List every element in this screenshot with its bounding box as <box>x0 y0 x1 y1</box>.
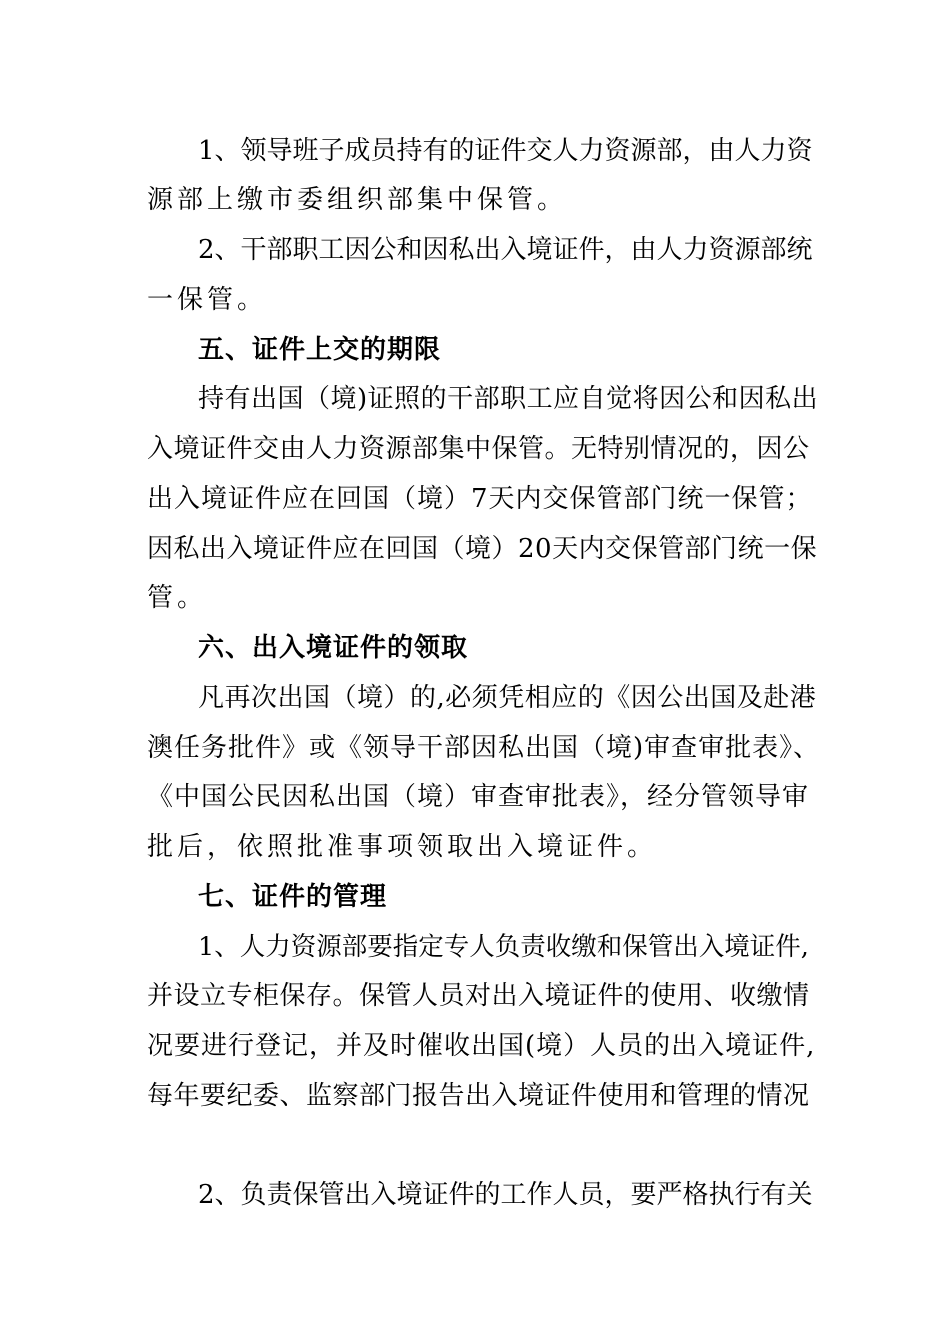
paragraph-line: 源部上缴市委组织部集中保管。 <box>147 185 568 215</box>
section-heading: 七、证件的管理 <box>198 882 388 912</box>
paragraph-line: 澳任务批件》或《领导干部因私出国（境)审查审批表》、 <box>147 733 821 763</box>
paragraph-line: 2、干部职工因公和因私出入境证件，由人力资源部统 <box>198 235 813 265</box>
paragraph-line: 出入境证件应在回国（境）7天内交保管部门统一保管； <box>147 484 813 514</box>
paragraph-line: 况要进行登记，并及时催收出国(境）人员的出入境证件, <box>147 1031 816 1061</box>
section-heading: 六、出入境证件的领取 <box>198 633 469 663</box>
section-heading: 五、证件上交的期限 <box>198 335 442 365</box>
paragraph-line: 凡再次出国（境）的,必须凭相应的《因公出国及赴港 <box>198 683 817 713</box>
paragraph-line: 入境证件交由人力资源部集中保管。无特别情况的，因公 <box>147 434 810 464</box>
paragraph-line: 一保管。 <box>147 285 268 315</box>
paragraph-line: 2、负责保管出入境证件的工作人员，要严格执行有关 <box>198 1180 813 1210</box>
paragraph-line: 1、人力资源部要指定专人负责收缴和保管出入境证件, <box>198 932 809 962</box>
paragraph-line: 每年要纪委、监察部门报告出入境证件使用和管理的情况 <box>147 1081 810 1111</box>
paragraph-line: 管。 <box>147 583 208 613</box>
paragraph-line: 《中国公民因私出国（境）审查审批表》，经分管领导审 <box>147 782 810 812</box>
paragraph-line: 1、领导班子成员持有的证件交人力资源部，由人力资 <box>198 136 813 166</box>
paragraph-line: 并设立专柜保存。保管人员对出入境证件的使用、收缴情 <box>147 981 810 1011</box>
paragraph-line: 持有出国（境)证照的干部职工应自觉将因公和因私出 <box>198 384 819 414</box>
paragraph-line: 因私出入境证件应在回国（境）20天内交保管部门统一保 <box>147 534 818 564</box>
paragraph-line: 批后，依照批准事项领取出入境证件。 <box>147 832 658 862</box>
